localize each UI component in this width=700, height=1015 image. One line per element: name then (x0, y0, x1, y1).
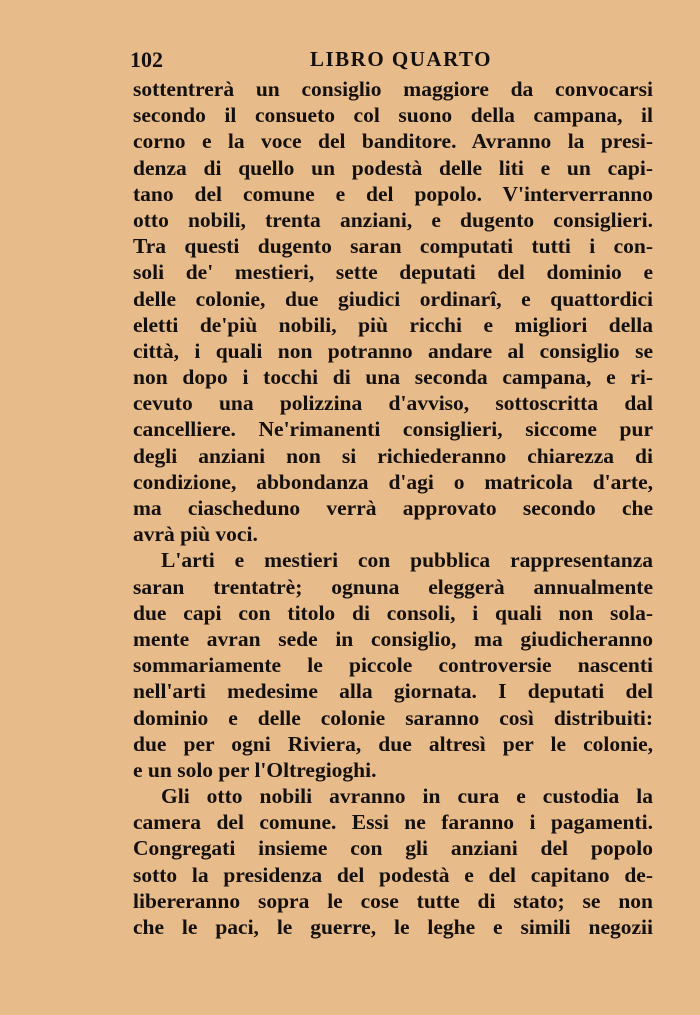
text-line: degli anziani non si richiederanno chiarezza di (133, 443, 653, 468)
text-line: eletti de'più nobili, più ricchi e migliori della (133, 312, 653, 337)
text-line: corno e la voce del banditore. Avranno la presi- (133, 129, 653, 154)
text-line: due capi con titolo di consoli, i quali non sola- (133, 600, 653, 625)
body-text (133, 76, 653, 940)
text-line: città, i quali non potranno andare al consiglio se (133, 338, 653, 363)
page-number: 102 (130, 47, 163, 72)
text-line: denza di quello un podestà delle liti e un capi- (133, 155, 653, 180)
text-line: cancelliere. Ne'rimanenti consiglieri, siccome pur (133, 417, 653, 442)
text-line: condizione, abbondanza d'agi o matricola d'arte, (133, 469, 653, 494)
text-line: cevuto una polizzina d'avviso, sottoscritta dal (133, 391, 653, 416)
text-line: dominio e delle colonie saranno così distribuiti: (133, 705, 653, 730)
text-line: Gli otto nobili avranno in cura e custodia la (161, 784, 653, 809)
text-line: Tra questi dugento saran computati tutti i con- (133, 234, 653, 259)
text-line: Congregati insieme con gli anziani del popolo (133, 836, 653, 861)
text-line: che le paci, le guerre, le leghe e simili negozii (133, 915, 653, 939)
text-line: secondo il consueto col suono della campana, il (133, 103, 653, 128)
text-line: camera del comune. Essi ne faranno i pagamenti. (133, 810, 653, 835)
running-head: LIBRO QUARTO (310, 47, 492, 71)
text-line: saran trentatrè; ognuna eleggerà annualmente (133, 574, 653, 599)
text-line: soli de' mestieri, sette deputati del dominio e (133, 260, 653, 285)
text-line: sotto la presidenza del podestà e del capitano de- (133, 862, 653, 887)
text-line: due per ogni Riviera, due altresì per le colonie, (133, 731, 653, 756)
text-line: sottentrerà un consiglio maggiore da convocarsi (133, 77, 653, 101)
text-line: delle colonie, due giudici ordinarî, e quattordici (133, 286, 653, 311)
text-line: non dopo i tocchi di una seconda campana, e ri- (133, 365, 653, 390)
text-line: otto nobili, trenta anziani, e dugento consiglieri. (133, 207, 653, 232)
text-line: avrà più voci. (133, 522, 258, 547)
page-header (130, 47, 650, 77)
text-line: libereranno sopra le cose tutte di stato; se non (133, 888, 653, 913)
text-line: ma ciascheduno verrà approvato secondo che (133, 496, 653, 520)
text-line: e un solo per l'Oltregioghi. (133, 757, 377, 782)
text-line: nell'arti medesime alla giornata. I deputati del (133, 679, 653, 704)
text-line: sommariamente le piccole controversie nascenti (133, 653, 653, 678)
text-line: mente avran sede in consiglio, ma giudicheranno (133, 626, 653, 651)
text-line: tano del comune e del popolo. V'interverranno (133, 181, 653, 206)
text-line: L'arti e mestieri con pubblica rappresentanza (161, 548, 653, 573)
